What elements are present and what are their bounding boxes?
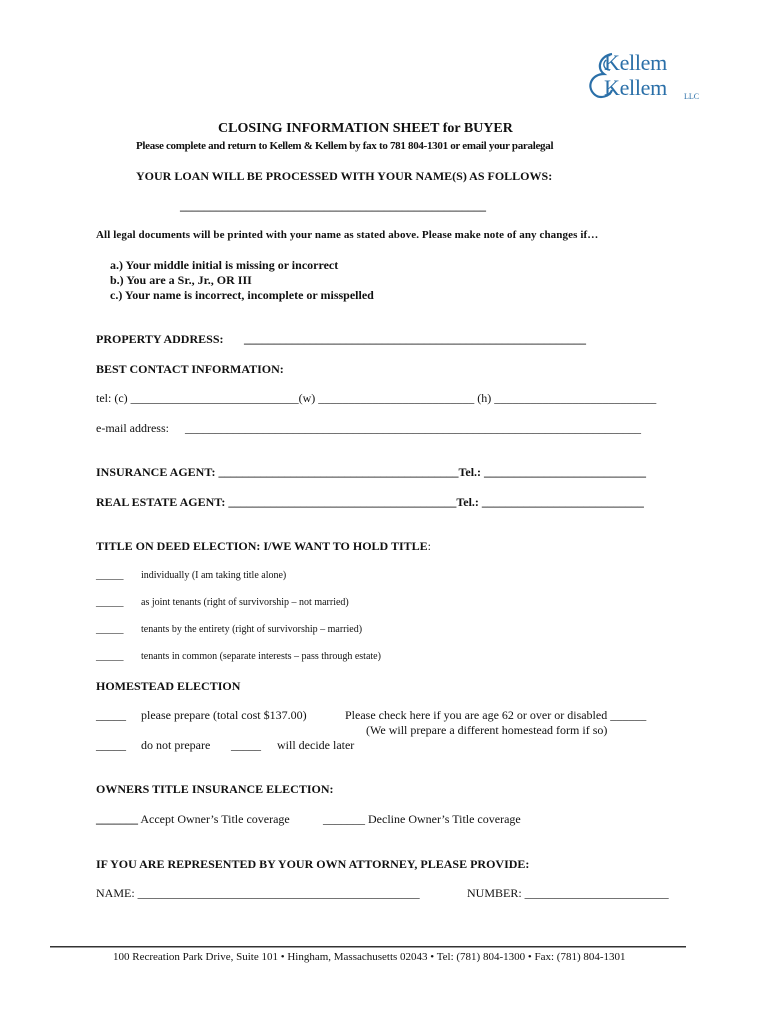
title-option-blank-4[interactable]: _____	[96, 650, 124, 662]
title-option-2: as joint tenants (right of survivorship – not married)	[141, 597, 349, 608]
title-option-blank-3[interactable]: _____	[96, 623, 124, 635]
decline-coverage-label: Decline Owner’s Title coverage	[365, 812, 521, 826]
homestead-not-prepare-label: do not prepare	[141, 738, 211, 752]
homestead-decide-label: will decide later	[277, 738, 355, 752]
homestead-decide-blank[interactable]: _____	[231, 738, 261, 752]
subtitle: Please complete and return to Kellem & Kellem by fax to 781 804-1301 or email your paralegal	[136, 140, 554, 152]
title-option-blank-1[interactable]: _____	[96, 569, 124, 581]
change-item-c: c.) Your name is incorrect, incomplete or misspelled	[110, 288, 374, 302]
title-election-heading: TITLE ON DEED ELECTION: I/WE WANT TO HOLD TITLE	[96, 539, 428, 553]
footer-divider	[50, 946, 686, 947]
accept-coverage-blank[interactable]: _______	[96, 812, 138, 826]
attorney-name-field[interactable]: NAME: _______________________________________________	[96, 886, 420, 900]
homestead-age-check[interactable]: Please check here if you are age 62 or over or disabled ______	[345, 708, 647, 722]
loan-notice: YOUR LOAN WILL BE PROCESSED WITH YOUR NAME(S) AS FOLLOWS:	[136, 169, 553, 183]
attorney-number-field[interactable]: NUMBER: ________________________	[467, 886, 669, 900]
insurance-agent-fields[interactable]: INSURANCE AGENT: ________________________________________Tel.: ___________________________	[96, 465, 647, 479]
legal-notice: All legal documents will be printed with your name as stated above. Please make note of any changes if…	[96, 229, 599, 241]
homestead-heading: HOMESTEAD ELECTION	[96, 679, 241, 693]
property-address-field[interactable]: _________________________________________________________	[244, 332, 586, 346]
real-estate-agent-fields[interactable]: REAL ESTATE AGENT: ______________________________________Tel.: ___________________________	[96, 495, 644, 509]
homestead-prepare-label: please prepare (total cost $137.00)	[141, 708, 307, 722]
logo-line-1: Kellem	[604, 50, 667, 75]
owners-title-heading: OWNERS TITLE INSURANCE ELECTION:	[96, 782, 334, 796]
logo-line-2: Kellem	[604, 75, 667, 100]
decline-coverage-blank[interactable]: _______	[323, 812, 365, 826]
email-field[interactable]: ____________________________________________________________________________	[185, 421, 641, 435]
logo-suffix: LLC	[684, 92, 700, 101]
attorney-heading: IF YOU ARE REPRESENTED BY YOUR OWN ATTORNEY, PLEASE PROVIDE:	[96, 857, 530, 871]
homestead-age-note: (We will prepare a different homestead form if so)	[366, 723, 608, 737]
phone-fields[interactable]: tel: (c) ____________________________(w) __________________________ (h) ___________________________	[96, 391, 657, 405]
footer-address: 100 Recreation Park Drive, Suite 101 • Hingham, Massachusetts 02043 • Tel: (781) 804-1300 • Fax: (781) 804-1301	[113, 951, 626, 963]
title-option-4: tenants in common (separate interests – pass through estate)	[141, 651, 381, 662]
accept-coverage-label: Accept Owner’s Title coverage	[138, 812, 290, 826]
homestead-not-prepare-blank[interactable]: _____	[96, 738, 126, 752]
title-election-colon: :	[427, 539, 432, 553]
change-item-b: b.) You are a Sr., Jr., OR III	[110, 273, 252, 287]
change-item-a: a.) Your middle initial is missing or incorrect	[110, 258, 339, 272]
email-label: e-mail address:	[96, 421, 169, 435]
homestead-prepare-blank[interactable]: _____	[96, 708, 126, 722]
title-option-1: individually (I am taking title alone)	[141, 570, 287, 581]
company-logo	[582, 50, 712, 106]
property-address-label: PROPERTY ADDRESS:	[96, 332, 224, 346]
title-option-3: tenants by the entirety (right of survivorship – married)	[141, 624, 363, 635]
page-title: CLOSING INFORMATION SHEET for BUYER	[218, 121, 513, 136]
contact-heading: BEST CONTACT INFORMATION:	[96, 362, 284, 376]
title-option-blank-2[interactable]: _____	[96, 596, 124, 608]
name-line[interactable]: ___________________________________________________	[180, 199, 486, 213]
